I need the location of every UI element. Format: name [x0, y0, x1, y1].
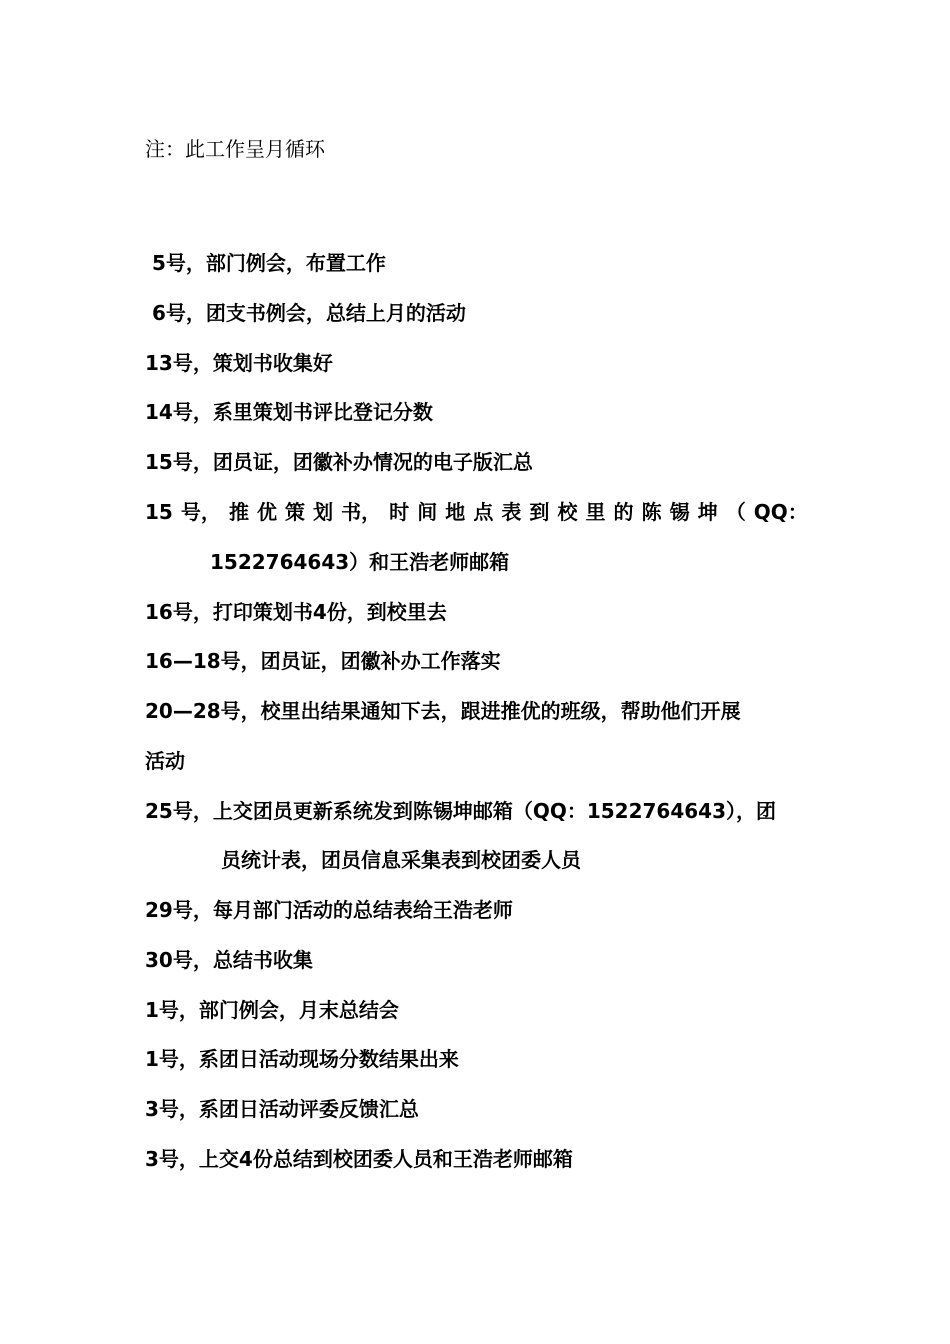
schedule-item: 25号，上交团员更新系统发到陈锡坤邮箱（QQ：1522764643），团 [145, 799, 776, 823]
schedule-item-justified [145, 497, 808, 527]
justified-token: 15 [145, 500, 173, 524]
schedule-item: 14号，系里策划书评比登记分数 [145, 400, 433, 424]
schedule-item: 1号，系团日活动现场分数结果出来 [145, 1047, 459, 1071]
justified-token: 划 [313, 500, 334, 524]
schedule-item: 29号，每月部门活动的总结表给王浩老师 [145, 898, 513, 922]
justified-token: 间 [417, 500, 438, 524]
schedule-item: 3号，上交4份总结到校团委人员和王浩老师邮箱 [145, 1147, 573, 1171]
justified-token: 校 [557, 500, 578, 524]
justified-token: 锡 [669, 500, 690, 524]
schedule-item: 20—28号，校里出结果通知下去，跟进推优的班级，帮助他们开展 [145, 699, 741, 723]
schedule-item: 30号，总结书收集 [145, 948, 313, 972]
justified-token: QQ： [753, 500, 808, 524]
note-line: 注：此工作呈月循环 [145, 137, 325, 161]
justified-token: 到 [529, 500, 550, 524]
justified-token: 地 [445, 500, 466, 524]
justified-token: 陈 [641, 500, 662, 524]
justified-token: 表 [501, 500, 522, 524]
justified-token: 书， [341, 500, 382, 524]
justified-token: 策 [285, 500, 306, 524]
justified-token: 里 [585, 500, 606, 524]
schedule-item: 6号，团支书例会，总结上月的活动 [152, 301, 466, 325]
justified-token: 坤 [697, 500, 718, 524]
justified-token: 时 [389, 500, 410, 524]
schedule-item-continuation: 员统计表，团员信息采集表到校团委人员 [221, 848, 581, 872]
justified-token: 的 [613, 500, 634, 524]
schedule-item-continuation: 1522764643）和王浩老师邮箱 [210, 550, 510, 574]
schedule-item: 1号，部门例会，月末总结会 [145, 998, 399, 1022]
schedule-item-continuation: 活动 [145, 749, 185, 773]
schedule-item: 15号，团员证，团徽补办情况的电子版汇总 [145, 450, 533, 474]
justified-token: 点 [473, 500, 494, 524]
justified-token: 优 [256, 500, 277, 524]
schedule-item: 16—18号，团员证，团徽补办工作落实 [145, 649, 501, 673]
schedule-item: 16号，打印策划书4份，到校里去 [145, 600, 447, 624]
justified-token: 推 [228, 500, 249, 524]
justified-token: 号， [180, 500, 221, 524]
justified-token: （ [725, 500, 746, 524]
schedule-item: 5号，部门例会，布置工作 [152, 251, 386, 275]
schedule-item: 13号，策划书收集好 [145, 351, 333, 375]
schedule-item: 3号，系团日活动评委反馈汇总 [145, 1097, 419, 1121]
